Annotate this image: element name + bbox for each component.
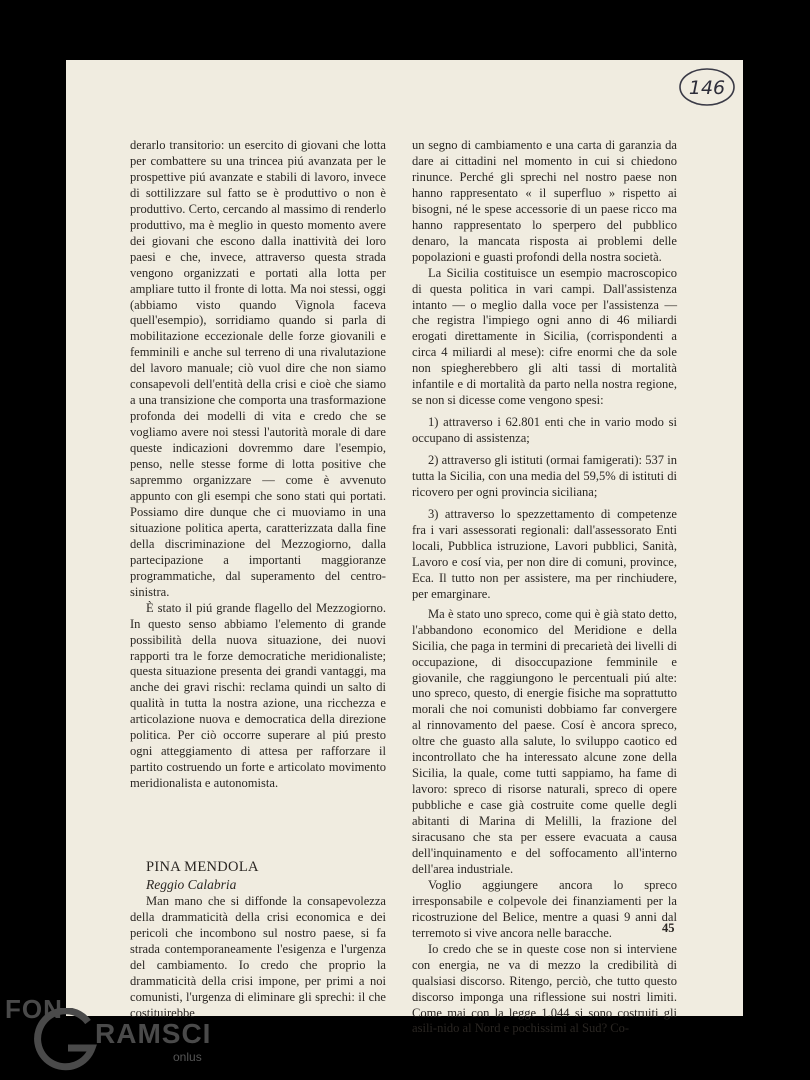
watermark-line-2: RAMSCI: [95, 1018, 212, 1049]
speaker-heading: [130, 858, 386, 894]
left-paragraph-3: Man mano che si diffonde la consapevolezza della drammaticità della crisi economica e dei pericoli che incombono sul nostro paese, si fa strada contemporaneamente l'esigenza e l'urgenza del cambiamento. Io credo che proprio la drammaticità della crisi impone, per primi a noi comunisti, l'urgenza di eliminare gli sprechi: il che costituirebbe: [130, 894, 386, 1020]
list-item-2: 2) attraverso gli istituti (ormai famigerati): 537 in tutta la Sicilia, con una media del 59,5% di istituti di ricovero per ogni provincia siciliana;: [412, 453, 677, 500]
archive-watermark-logo: [5, 988, 212, 1076]
left-paragraph-2: È stato il piú grande flagello del Mezzogiorno. In questo senso abbiamo l'elemento di grande possibilità della nuova situazione, dei nuovi rapporti tra le forze democratiche meridionaliste; questa situazione presenta dei grandi vantaggi, ma anche dei gravi rischi: reclama quindi un salto di qualità in tutta la nostra azione, una ricchezza e articolazione nuova e democratica della direzione politica. Per ciò occorre superare al piú presto ogni atteggiamento di attesa per rafforzare il partito costruendo un forte e articolato movimento meridionalista e autonomista.: [130, 600, 386, 791]
right-column: [412, 138, 677, 1037]
right-paragraph-5: Io credo che se in queste cose non si interviene con energia, ne va di mezzo la credibilità di qualsiasi discorso. Ritengo, perciò, che tutto questo discorso imponga una riflessione sui nostri limiti. Come mai con la legge 1.044 si sono costruiti gli asili-nido al Nord e pochissimi al Sud? Co-: [412, 941, 677, 1036]
list-item-3: 3) attraverso lo spezzettamento di competenze fra i vari assessorati regionali: dall'assessorato Enti locali, Pubblica istruzione, Lavori pubblici, Sanità, Lavoro e cosí via, per non dire di comuni, province, Eca. Il tutto non per assistere, ma per rinchiudere, per emarginare.: [412, 506, 677, 601]
left-paragraph-1: derarlo transitorio: un esercito di giovani che lotta per combattere su una trincea piú avanzata per le prospettive piú avanzate e stabili di lavoro, invece di sottilizzare sul fatto se è produttivo o non è produttivo. Certo, cercando al massimo di renderlo produttivo, ma è meglio in questo momento avere dei giovani che escono dalla inattività dei loro paesi e che, invece, attraverso questa strada vengono organizzati e portati alla lotta per ampliare tutto il fronte di lotta. Ma noi stessi, oggi (abbiamo visto quando Vignola faceva quell'esempio), sorridiamo quando si parla di mobilitazione eccezionale delle forze giovanili e femminili e anche sul terreno di una rivalutazione del lavoro manuale; ciò vuol dire che non siamo consapevoli dell'entità della crisi e cioè che siamo a una transizione che comporta una trasformazione profonda dei modelli di vita e credo che se vogliamo avere noi stessi l'autorità morale di dare queste indicazioni dovremmo dare l'esempio, penso, nelle stesse forme di lotta positive che sapremmo organizzare — come è avvenuto appunto con gli esempi che sono stati qui portati. Possiamo dire dunque che ci muoviamo in una situazione politica aperta, caratterizzata dalla fine della discriminazione del Mezzogiorno, dalla partecipazione a importanti maggioranze programmatiche, dal superamento del centro-sinistra.: [130, 138, 386, 599]
right-paragraph-1: un segno di cambiamento e una carta di garanzia da dare ai cittadini nel momento in cui si chiedono rinunce. Perché gli sprechi nel nostro paese non hanno rappresentato « il superfluo » rispetto ai bisogni, né le spese accessorie di un paese ricco ma hanno rappresentato lo sperpero del pubblico denaro, la mancata risposta ai problemi delle popolazioni e guasti profondi della nostra società.: [412, 138, 677, 264]
watermark-g-icon: [30, 1008, 100, 1074]
right-paragraph-3: Ma è stato uno spreco, come qui è già stato detto, l'abbandono economico del Meridione e della Sicilia, che paga in termini di precarietà dei livelli di occupazione, di disoccupazione femminile e giovanile, che raggiungono le percentuali piú alte: uno spreco, questo, di energie fisiche ma soprattutto morali che noi comunisti dobbiamo far convergere al rinnovamento del paese. Cosí è ancora spreco, oltre che guasto alla salute, lo sviluppo caotico ed incontrollato che ha interessato alcune zone della Sicilia, la quale, come tutti sappiamo, ha fame di lavoro: spreco di risorse naturali, spreco di opere pubbliche e case già costruite come quelle degli abitanti di Marina di Melilli, la frazione del siracusano che sta per essere evacuata a causa dell'inquinamento e del soffocamento all'interno dell'area industriale.: [412, 606, 677, 876]
left-column: [130, 138, 386, 1022]
right-paragraph-4: Voglio aggiungere ancora lo spreco irresponsabile e colpevole dei finanziamenti per la ricostruzione del Belice, mentre a quasi 9 anni dal terremoto si vive ancora nelle baracche.: [412, 877, 677, 940]
annotation-text: 146: [688, 77, 726, 99]
watermark-line-1: FON: [5, 994, 63, 1024]
speaker-name: PINA MENDOLA: [146, 859, 259, 876]
right-paragraph-2: La Sicilia costituisce un esempio macroscopico di questa politica in vari campi. Dall'assistenza intanto — o meglio dalla voce per l'assistenza — che registra l'impiego ogni anno di 46 miliardi erogati direttamente in Sicilia, (corrispondenti a circa 4 miliardi al mese): cifre enormi che da sole non spiegherebbero gli alti tassi di mortalità infantile e di mortalità da parto nella nostra regione, se non si dicesse come vengono spesi:: [412, 265, 677, 408]
handwritten-page-annotation: [677, 66, 737, 108]
watermark-line-3: onlus: [173, 1050, 202, 1064]
page-number: 45: [662, 921, 675, 935]
speaker-place: Reggio Calabria: [146, 877, 237, 893]
list-item-1: 1) attraverso i 62.801 enti che in vario modo si occupano di assistenza;: [412, 415, 677, 446]
